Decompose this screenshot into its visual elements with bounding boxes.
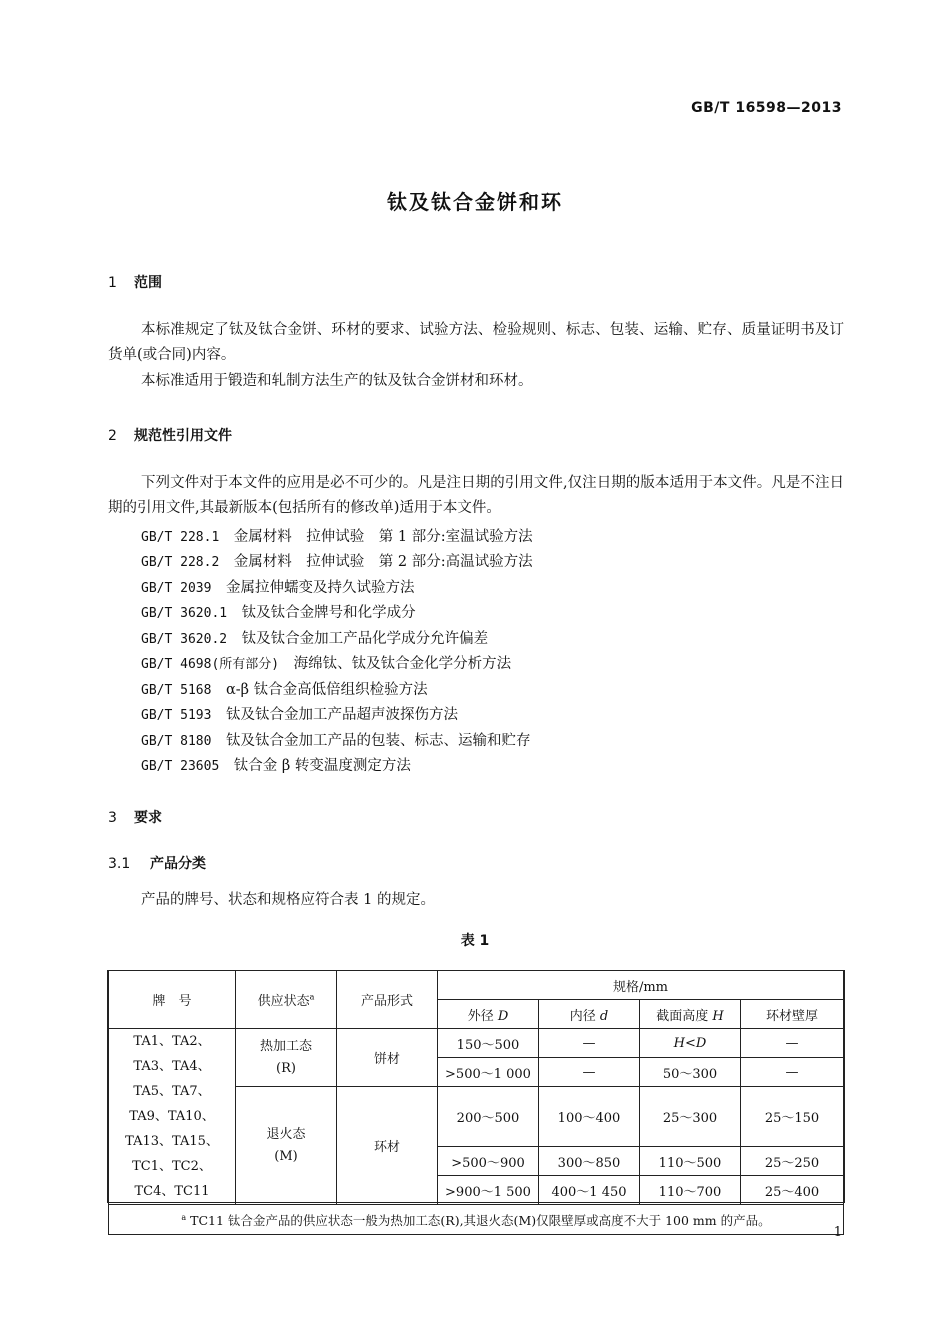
section-number: 1	[108, 275, 117, 291]
table-caption: 表 1	[460, 933, 490, 949]
reference-item: GB/T 4698(所有部分) 海绵钛、钛及钛合金化学分析方法	[141, 656, 512, 672]
form-cake-cell: 饼材	[337, 1029, 438, 1087]
section-2-paragraph-1: 下列文件对于本文件的应用是必不可少的。凡是注日期的引用文件,仅注日期的版本适用于本文件。凡是不注日期的引用文件,其最新版本(包括所有的修改单)适用于本文件。	[108, 475, 844, 516]
table-cell: —	[539, 1029, 640, 1058]
table-cell: —	[741, 1058, 844, 1087]
reference-item: GB/T 23605 钛合金 β 转变温度测定方法	[141, 758, 411, 774]
standard-code: GB/T 16598—2013	[691, 100, 842, 116]
reference-item: GB/T 8180 钛及钛合金加工产品的包装、标志、运输和贮存	[141, 733, 531, 749]
reference-item: GB/T 3620.2 钛及钛合金加工产品化学成分允许偏差	[141, 631, 489, 647]
table-cell: 25～300	[640, 1087, 741, 1147]
section-3-1-heading	[108, 853, 206, 873]
header-state: 供应状态$^a$	[236, 971, 337, 1029]
table-cell: 25～150	[741, 1087, 844, 1147]
section-title: 产品分类	[150, 856, 206, 872]
table-cell: 300～850	[539, 1147, 640, 1176]
table-cell: >500～1 000	[438, 1058, 539, 1087]
header-id: 内径 d	[539, 1000, 640, 1029]
section-number: 3	[108, 810, 117, 826]
table-cell: —	[539, 1058, 640, 1087]
table-cell: 25～250	[741, 1147, 844, 1176]
section-1-heading	[108, 272, 162, 292]
table-cell: 50～300	[640, 1058, 741, 1087]
header-spec: 规格/mm	[438, 971, 844, 1000]
table-cell: 150～500	[438, 1029, 539, 1058]
header-height: 截面高度 H	[640, 1000, 741, 1029]
table-cell: 400～1 450	[539, 1176, 640, 1205]
reference-item: GB/T 5193 钛及钛合金加工产品超声波探伤方法	[141, 707, 458, 723]
table-cell: 100～400	[539, 1087, 640, 1147]
table-cell: 25～400	[741, 1176, 844, 1205]
table-cell: >900～1 500	[438, 1176, 539, 1205]
table-cell: —	[741, 1029, 844, 1058]
reference-item: GB/T 228.1 金属材料 拉伸试验 第 1 部分:室温试验方法	[141, 529, 533, 545]
page-number: 1	[833, 1225, 842, 1240]
grades-cell: TA1、TA2、TA3、TA4、TA5、TA7、TA9、TA10、TA13、TA15、TC1、TC2、TC4、TC11	[109, 1029, 236, 1205]
section-3-heading	[108, 807, 162, 827]
state-r-cell: 热加工态 (R)	[236, 1029, 337, 1087]
reference-item: GB/T 2039 金属拉伸蠕变及持久试验方法	[141, 580, 415, 596]
section-number: 3.1	[108, 856, 131, 872]
reference-item: GB/T 228.2 金属材料 拉伸试验 第 2 部分:高温试验方法	[141, 554, 533, 570]
table-footnote: $^a$ TC11 钛合金产品的供应状态一般为热加工态(R),其退火态(M)仅限壁厚或高度不大于 100 mm 的产品。	[109, 1205, 844, 1235]
table-cell: 110～700	[640, 1176, 741, 1205]
section-title: 要求	[134, 810, 162, 826]
section-title: 规范性引用文件	[134, 428, 232, 444]
reference-item: GB/T 3620.1 钛及钛合金牌号和化学成分	[141, 605, 416, 621]
header-od: 外径 D	[438, 1000, 539, 1029]
form-ring-cell: 环材	[337, 1087, 438, 1205]
section-number: 2	[108, 428, 117, 444]
document-title: 钛及钛合金饼和环	[387, 190, 563, 214]
header-wall: 环材壁厚	[741, 1000, 844, 1029]
table-cell: 200～500	[438, 1087, 539, 1147]
section-3-1-paragraph: 产品的牌号、状态和规格应符合表 1 的规定。	[141, 892, 435, 908]
table-cell: H<D	[640, 1029, 741, 1058]
header-form: 产品形式	[337, 971, 438, 1029]
section-title: 范围	[134, 275, 162, 291]
section-1-paragraph-1: 本标准规定了钛及钛合金饼、环材的要求、试验方法、检验规则、标志、包装、运输、贮存、质量证明书及订货单(或合同)内容。	[108, 322, 844, 363]
table-cell: 110～500	[640, 1147, 741, 1176]
reference-item: GB/T 5168 α-β 钛合金高低倍组织检验方法	[141, 682, 428, 698]
spec-table	[108, 970, 844, 1235]
state-m-cell: 退火态 (M)	[236, 1087, 337, 1205]
section-2-heading	[108, 425, 232, 445]
header-grade: 牌 号	[109, 971, 236, 1029]
table-cell: >500～900	[438, 1147, 539, 1176]
section-1-paragraph-2: 本标准适用于锻造和轧制方法生产的钛及钛合金饼材和环材。	[141, 373, 533, 389]
